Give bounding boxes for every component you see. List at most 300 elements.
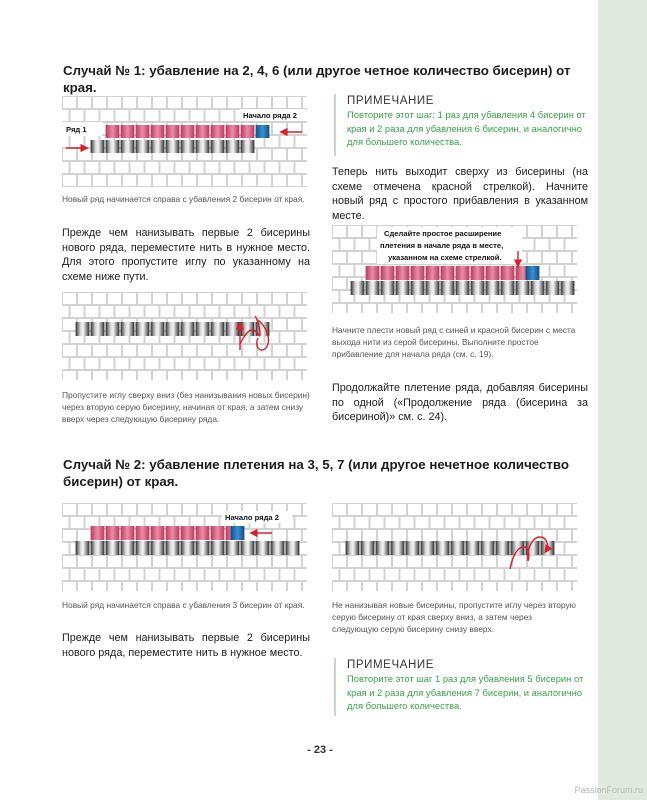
grid-cell — [93, 371, 107, 381]
grid-cell — [78, 175, 92, 187]
grid-cell — [138, 371, 152, 381]
grid-cell — [70, 569, 84, 581]
grid-cell — [438, 556, 452, 568]
grid-cell — [183, 556, 197, 568]
gray-bead — [181, 322, 195, 336]
grid-cell — [160, 358, 174, 370]
grid-cell — [175, 110, 189, 122]
grid-cell — [430, 517, 444, 529]
grid-cell — [145, 110, 159, 122]
grid-cell — [333, 582, 347, 592]
grid-cell — [565, 517, 577, 529]
grid-cell — [288, 530, 302, 542]
grid-cell — [332, 239, 339, 251]
annotation-line: Сделайте простое расширение — [384, 229, 502, 238]
grid-cell — [213, 293, 227, 305]
grid-cell — [153, 556, 167, 568]
blue-bead — [256, 125, 270, 138]
grid-cell — [235, 358, 249, 370]
grid-cell — [288, 319, 302, 331]
gray-bead — [256, 541, 270, 555]
grid-cell — [280, 162, 294, 174]
grid-cell — [445, 517, 459, 529]
grid-cell — [363, 226, 377, 238]
grid-cell — [565, 569, 577, 581]
grid-cell — [332, 265, 339, 277]
grid-cell — [273, 293, 287, 305]
grid-cell — [333, 252, 347, 264]
red-bead — [396, 266, 410, 280]
grid-cell — [340, 517, 354, 529]
grid-cell — [220, 110, 234, 122]
gray-bead — [511, 541, 525, 555]
grid-cell — [303, 97, 308, 109]
grid-cell — [78, 530, 92, 542]
gray-bead — [451, 541, 465, 555]
grid-cell — [288, 97, 302, 109]
grid-cell — [295, 162, 307, 174]
grid-cell — [243, 556, 257, 568]
grid-cell — [498, 530, 512, 542]
grid-cell — [175, 358, 189, 370]
grid-cell — [153, 371, 167, 381]
grid-cell — [153, 582, 167, 592]
red-bead — [151, 125, 165, 138]
case1-caption3: Начните плести новый ряд с синей и красной бисерин с места выхода нити из серой бисерины. Выполните простое прибавление для начала ряда (см. с. 19). — [332, 325, 576, 359]
grid-cell — [100, 162, 114, 174]
grid-cell — [243, 530, 257, 542]
grid-cell — [535, 517, 549, 529]
grid-cell — [288, 293, 302, 305]
grid-cell — [333, 530, 347, 542]
grid-cell — [258, 175, 272, 187]
grid-cell — [78, 582, 92, 592]
grid-cell — [273, 319, 287, 331]
grid-cell — [520, 569, 534, 581]
grid-cell — [453, 556, 467, 568]
grid-cell — [243, 371, 257, 381]
gray-bead — [106, 322, 120, 336]
grid-cell — [63, 582, 77, 592]
grid-cell — [153, 97, 167, 109]
grid-cell — [100, 358, 114, 370]
page-number: - 23 - — [307, 744, 333, 756]
grid-cell — [348, 226, 362, 238]
grid-cell — [250, 306, 264, 318]
grid-cell — [288, 582, 302, 592]
grid-cell — [295, 332, 307, 344]
grid-cell — [550, 265, 564, 277]
grid-cell — [228, 175, 242, 187]
grid-cell — [70, 162, 84, 174]
grid-cell — [393, 530, 407, 542]
gray-bead — [91, 541, 105, 555]
grid-cell — [565, 543, 577, 555]
red-bead — [151, 526, 165, 540]
gray-bead — [241, 322, 255, 336]
grid-cell — [138, 345, 152, 357]
grid-cell — [78, 149, 92, 161]
annotation-line: указанном на схеме стрелкой. — [388, 253, 502, 262]
gray-bead — [501, 281, 515, 295]
row1-label: Ряд 1 — [66, 125, 87, 134]
red-bead — [181, 526, 195, 540]
gray-bead — [286, 541, 300, 555]
gray-bead — [211, 322, 225, 336]
grid-cell — [62, 569, 69, 581]
grid-cell — [520, 517, 534, 529]
gray-bead — [396, 281, 410, 295]
grid-cell — [160, 569, 174, 581]
grid-cell — [108, 175, 122, 187]
grid-cell — [528, 304, 542, 314]
grid-cell — [130, 306, 144, 318]
grid-cell — [228, 97, 242, 109]
grid-cell — [243, 345, 257, 357]
gray-bead — [166, 140, 180, 153]
grid-cell — [198, 345, 212, 357]
grid-cell — [513, 504, 527, 516]
grid-cell — [288, 149, 302, 161]
grid-cell — [348, 504, 362, 516]
gray-bead — [151, 140, 165, 153]
grid-cell — [332, 517, 339, 529]
grid-cell — [280, 569, 294, 581]
grid-cell — [490, 569, 504, 581]
grid-cell — [100, 306, 114, 318]
grid-cell — [183, 582, 197, 592]
grid-cell — [393, 504, 407, 516]
grid-cell — [63, 97, 77, 109]
note2-text: Повторите этот шаг 1 раз для убавления 5 бисерин от края и 2 раза для убавления 7 бисерин, и аналогично для большего количества. — [347, 673, 584, 711]
grid-cell — [115, 110, 129, 122]
grid-cell — [108, 345, 122, 357]
grid-cell — [543, 582, 557, 592]
grid-cell — [295, 358, 307, 370]
grid-cell — [93, 97, 107, 109]
grid-cell — [168, 293, 182, 305]
red-bead — [166, 125, 180, 138]
grid-cell — [123, 97, 137, 109]
gray-bead — [106, 541, 120, 555]
diagram-case2-needle-path — [332, 503, 577, 591]
gray-bead — [456, 281, 470, 295]
grid-cell — [348, 556, 362, 568]
grid-cell — [85, 162, 99, 174]
grid-cell — [213, 371, 227, 381]
grid-cell — [333, 278, 347, 290]
grid-cell — [423, 530, 437, 542]
grid-cell — [78, 345, 92, 357]
grid-cell — [243, 582, 257, 592]
gray-bead — [196, 541, 210, 555]
gray-bead — [106, 140, 120, 153]
gray-bead — [76, 322, 90, 336]
grid-cell — [160, 162, 174, 174]
grid-cell — [385, 517, 399, 529]
red-bead — [441, 266, 455, 280]
case2-heading-line2: бисерин) от края. — [63, 474, 179, 489]
grid-cell — [483, 556, 497, 568]
red-bead — [366, 266, 380, 280]
gray-bead — [426, 281, 440, 295]
grid-cell — [573, 556, 578, 568]
red-bead — [226, 125, 240, 138]
grid-cell — [528, 556, 542, 568]
grid-cell — [453, 530, 467, 542]
red-bead — [196, 125, 210, 138]
grid-cell — [468, 556, 482, 568]
grid-cell — [483, 504, 497, 516]
case1-caption1: Новый ряд начинается справа с убавления 2 бисерин от края. — [62, 194, 305, 204]
red-bead — [241, 125, 255, 138]
red-bead — [106, 125, 120, 138]
grid-cell — [273, 149, 287, 161]
gray-bead — [441, 281, 455, 295]
grid-cell — [93, 345, 107, 357]
grid-cell — [438, 582, 452, 592]
grid-cell — [138, 293, 152, 305]
grid-cell — [123, 504, 137, 516]
grid-cell — [408, 304, 422, 314]
grid-cell — [303, 530, 308, 542]
grid-cell — [498, 582, 512, 592]
grid-cell — [415, 569, 429, 581]
grid-cell — [280, 136, 294, 148]
grid-cell — [558, 556, 572, 568]
grid-cell — [355, 517, 369, 529]
gray-bead — [226, 140, 240, 153]
grid-cell — [265, 569, 279, 581]
grid-cell — [183, 371, 197, 381]
grid-cell — [288, 556, 302, 568]
gray-bead — [211, 541, 225, 555]
grid-cell — [370, 517, 384, 529]
grid-cell — [205, 358, 219, 370]
grid-cell — [213, 97, 227, 109]
grid-cell — [348, 582, 362, 592]
grid-cell — [130, 569, 144, 581]
grid-cell — [258, 97, 272, 109]
grid-cell — [340, 239, 354, 251]
diagram-case2-start — [62, 503, 307, 591]
case1-text1: Прежде чем нанизывать первые 2 бисерины нового ряда, переместите нить в нужное место. Для этого пропустите иглу по указанному на схеме ниже пути. — [62, 227, 310, 283]
grid-cell — [363, 582, 377, 592]
blue-bead — [231, 526, 245, 540]
grid-cell — [190, 162, 204, 174]
grid-cell — [535, 569, 549, 581]
grid-cell — [303, 582, 308, 592]
grid-cell — [108, 371, 122, 381]
grid-cell — [100, 569, 114, 581]
grid-cell — [78, 293, 92, 305]
gray-bead — [181, 140, 195, 153]
grid-cell — [153, 293, 167, 305]
grid-cell — [288, 345, 302, 357]
grid-cell — [70, 136, 84, 148]
grid-cell — [213, 175, 227, 187]
grid-cell — [62, 110, 69, 122]
grid-cell — [250, 162, 264, 174]
grid-cell — [168, 345, 182, 357]
grid-cell — [475, 569, 489, 581]
row2-start-label: Начало ряда 2 — [225, 513, 279, 522]
gray-bead — [436, 541, 450, 555]
grid-cell — [513, 582, 527, 592]
gray-bead — [136, 322, 150, 336]
gray-bead — [121, 140, 135, 153]
grid-cell — [168, 582, 182, 592]
grid-cell — [468, 304, 482, 314]
grid-cell — [468, 582, 482, 592]
grid-cell — [123, 582, 137, 592]
grid-cell — [385, 569, 399, 581]
gray-bead — [121, 541, 135, 555]
grid-cell — [550, 517, 564, 529]
note-bar — [334, 658, 336, 716]
grid-cell — [543, 530, 557, 542]
grid-cell — [258, 371, 272, 381]
grid-cell — [183, 97, 197, 109]
gray-bead — [121, 322, 135, 336]
note2-title: ПРИМЕЧАНИЕ — [347, 659, 435, 671]
grid-cell — [273, 97, 287, 109]
grid-cell — [468, 530, 482, 542]
gray-bead — [466, 541, 480, 555]
grid-cell — [78, 371, 92, 381]
grid-cell — [520, 239, 534, 251]
grid-cell — [145, 306, 159, 318]
grid-cell — [235, 162, 249, 174]
grid-cell — [370, 569, 384, 581]
grid-cell — [355, 569, 369, 581]
grid-cell — [265, 162, 279, 174]
grid-cell — [70, 306, 84, 318]
grid-cell — [108, 582, 122, 592]
gray-bead — [241, 140, 255, 153]
watermark: PassionForum.ru — [574, 785, 643, 795]
grid-cell — [183, 504, 197, 516]
grid-cell — [400, 517, 414, 529]
grid-cell — [438, 504, 452, 516]
grid-cell — [190, 569, 204, 581]
grid-cell — [288, 175, 302, 187]
gray-bead — [361, 541, 375, 555]
grid-cell — [273, 175, 287, 187]
grid-cell — [70, 110, 84, 122]
grid-cell — [558, 530, 572, 542]
grid-cell — [498, 304, 512, 314]
grid-cell — [62, 332, 69, 344]
gray-bead — [546, 281, 560, 295]
grid-cell — [93, 175, 107, 187]
grid-cell — [400, 569, 414, 581]
diagram-case1-start — [62, 96, 307, 188]
grid-cell — [408, 582, 422, 592]
red-bead — [166, 526, 180, 540]
gray-bead — [351, 281, 365, 295]
grid-cell — [513, 530, 527, 542]
grid-cell — [498, 504, 512, 516]
gray-bead — [136, 541, 150, 555]
grid-cell — [115, 569, 129, 581]
grid-cell — [355, 239, 369, 251]
red-bead — [106, 526, 120, 540]
grid-cell — [78, 97, 92, 109]
grid-cell — [198, 97, 212, 109]
grid-cell — [190, 110, 204, 122]
grid-cell — [63, 345, 77, 357]
grid-cell — [303, 504, 308, 516]
grid-cell — [243, 293, 257, 305]
grid-cell — [78, 504, 92, 516]
grid-cell — [145, 569, 159, 581]
grid-cell — [123, 556, 137, 568]
gray-bead — [226, 322, 240, 336]
case2-caption2: Не нанизывая новые бисерины, пропустите иглу через вторую серую бисерину от края сверху вниз, а затем через следующую серую бисерину снизу вверх. — [332, 600, 576, 634]
grid-cell — [408, 530, 422, 542]
red-bead — [91, 526, 105, 540]
red-bead — [196, 526, 210, 540]
grid-cell — [295, 306, 307, 318]
grid-cell — [543, 226, 557, 238]
grid-cell — [273, 345, 287, 357]
grid-cell — [333, 226, 347, 238]
grid-cell — [408, 556, 422, 568]
grid-cell — [565, 239, 577, 251]
grid-cell — [183, 345, 197, 357]
red-bead — [381, 266, 395, 280]
grid-cell — [205, 110, 219, 122]
gray-bead — [381, 281, 395, 295]
grid-cell — [423, 504, 437, 516]
gray-bead — [531, 281, 545, 295]
grid-cell — [273, 556, 287, 568]
gray-bead — [76, 541, 90, 555]
grid-cell — [565, 265, 577, 277]
grid-cell — [235, 306, 249, 318]
grid-cell — [108, 97, 122, 109]
grid-cell — [63, 504, 77, 516]
grid-cell — [153, 345, 167, 357]
grid-cell — [130, 110, 144, 122]
gray-bead — [166, 322, 180, 336]
grid-cell — [513, 304, 527, 314]
note1-text: Повторите этот шаг: 1 раз для убавления 4 бисерин от края и 2 раза для убавления 6 бисерин, и аналогично для большего количества. — [347, 109, 586, 147]
grid-cell — [430, 569, 444, 581]
grid-cell — [123, 371, 137, 381]
red-bead — [121, 526, 135, 540]
grid-cell — [168, 556, 182, 568]
grid-cell — [558, 504, 572, 516]
gray-bead — [366, 281, 380, 295]
gray-bead — [226, 541, 240, 555]
grid-cell — [220, 162, 234, 174]
red-bead — [211, 526, 225, 540]
grid-cell — [460, 569, 474, 581]
grid-cell — [303, 123, 308, 135]
grid-cell — [550, 239, 564, 251]
grid-cell — [543, 304, 557, 314]
grid-cell — [475, 517, 489, 529]
gray-bead — [391, 541, 405, 555]
grid-cell — [168, 97, 182, 109]
grid-cell — [198, 582, 212, 592]
grid-cell — [168, 371, 182, 381]
grid-cell — [303, 556, 308, 568]
grid-cell — [220, 358, 234, 370]
grid-cell — [70, 358, 84, 370]
